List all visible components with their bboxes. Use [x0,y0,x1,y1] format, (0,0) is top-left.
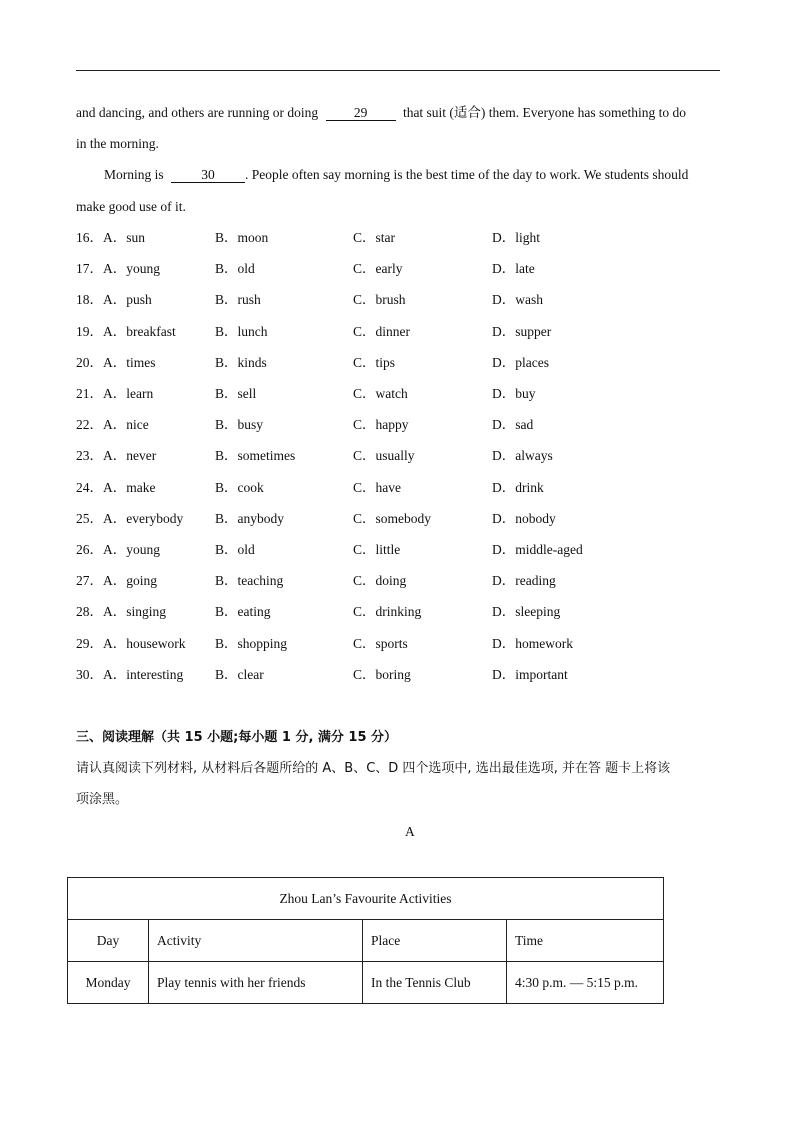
option-c: C．watch [353,386,408,401]
question-number: 28． [76,604,103,620]
header-activity: Activity [149,920,363,962]
option-a: A．young [103,542,160,557]
option-c: C．little [353,542,401,557]
option-a: A．make [103,479,156,495]
passage-text: that suit (适合) them. Everyone has something to do [402,105,687,120]
option-a: A．times [103,354,156,370]
option-c: C．usually [353,448,415,464]
option-c: C．brush [353,292,406,308]
option-d: D．light [492,230,541,245]
option-c: C．doing [353,573,407,589]
passage-text: . People often say morning is the best time of the day to work. We students should [245,167,689,182]
part-label: A [405,824,415,839]
question-number: 22． [76,417,103,433]
option-b: B．cook [215,479,264,495]
header-day: Day [68,920,149,962]
option-a: A．everybody [103,510,184,526]
passage-text: Morning is [104,167,164,182]
option-b: B．sometimes [215,448,296,464]
option-d: D．middle-aged [492,542,583,557]
option-d: D．buy [492,386,536,401]
option-b: B．old [215,261,255,277]
question-number: 25． [76,510,103,526]
cell-activity: Play tennis with her friends [149,962,363,1004]
option-b: B．busy [215,417,264,433]
option-d: D．reading [492,573,556,589]
header-rule [76,70,720,71]
question-number: 16． [76,230,103,245]
question-number: 26． [76,542,103,557]
question-number: 30． [76,666,103,682]
cell-place: In the Tennis Club [363,962,507,1004]
blank-30: 30 [171,168,245,183]
option-d: D．nobody [492,510,556,526]
option-b: B．clear [215,666,264,682]
option-c: C．star [353,230,395,245]
option-d: D．places [492,354,549,370]
cell-day: Monday [68,962,149,1004]
option-c: C．drinking [353,604,422,620]
option-c: C．happy [353,417,409,433]
option-c: C．sports [353,635,408,651]
option-b: B．eating [215,604,271,620]
section-title: 三、阅读理解（共 15 小题;每小题 1 分, 满分 15 分） [76,730,398,745]
option-b: B．lunch [215,323,268,339]
question-number: 29． [76,635,103,651]
option-a: A．sun [103,230,146,245]
passage-line-4: make good use of it. [76,199,186,214]
option-d: D．always [492,448,553,464]
option-a: A．singing [103,604,167,620]
option-a: A．learn [103,386,154,401]
question-number: 19． [76,323,103,339]
cell-time: 4:30 p.m. — 5:15 p.m. [507,962,664,1004]
question-number: 24． [76,479,103,495]
option-a: A．never [103,448,157,464]
option-b: B．moon [215,230,269,245]
option-a: A．nice [103,417,149,433]
option-d: D．sleeping [492,604,561,620]
option-b: B．old [215,542,255,557]
question-number: 18． [76,292,103,308]
passage-line-2: in the morning. [76,136,159,151]
option-a: A．breakfast [103,323,176,339]
option-d: D．homework [492,635,573,651]
option-b: B．kinds [215,354,267,370]
option-d: D．late [492,261,535,277]
header-place: Place [363,920,507,962]
instruction-line-2: 项涂黑。 [76,792,129,807]
option-c: C．somebody [353,510,432,526]
option-b: B．anybody [215,510,284,526]
option-a: A．young [103,261,160,277]
blank-29: 29 [326,106,396,121]
option-c: C．tips [353,354,396,370]
option-c: C．boring [353,666,411,682]
option-b: B．rush [215,292,261,308]
option-b: B．shopping [215,635,288,651]
question-number: 21． [76,386,103,401]
passage-line-3 [104,166,688,184]
option-d: D．wash [492,292,543,308]
table-title: Zhou Lan’s Favourite Activities [68,878,664,920]
option-d: D．important [492,666,568,682]
passage-line-1 [76,104,686,122]
option-b: B．sell [215,386,257,401]
option-d: D．supper [492,323,552,339]
option-c: C．dinner [353,323,410,339]
question-number: 27． [76,573,103,589]
activities-table [67,877,664,1004]
question-number: 20． [76,354,103,370]
option-c: C．have [353,479,401,495]
option-a: A．going [103,573,157,589]
question-number: 23． [76,448,103,464]
question-number: 17． [76,261,103,277]
option-a: A．push [103,292,152,308]
option-a: A．interesting [103,666,184,682]
header-time: Time [507,920,664,962]
option-a: A．housework [103,635,186,651]
option-d: D．sad [492,417,534,433]
option-d: D．drink [492,479,544,495]
option-c: C．early [353,261,403,277]
passage-text: and dancing, and others are running or doing [76,105,319,120]
option-b: B．teaching [215,573,284,589]
instruction-line-1: 请认真阅读下列材料, 从材料后各题所给的 A、B、C、D 四个选项中, 选出最佳选项, 并在答 题卡上将该 [76,761,671,776]
